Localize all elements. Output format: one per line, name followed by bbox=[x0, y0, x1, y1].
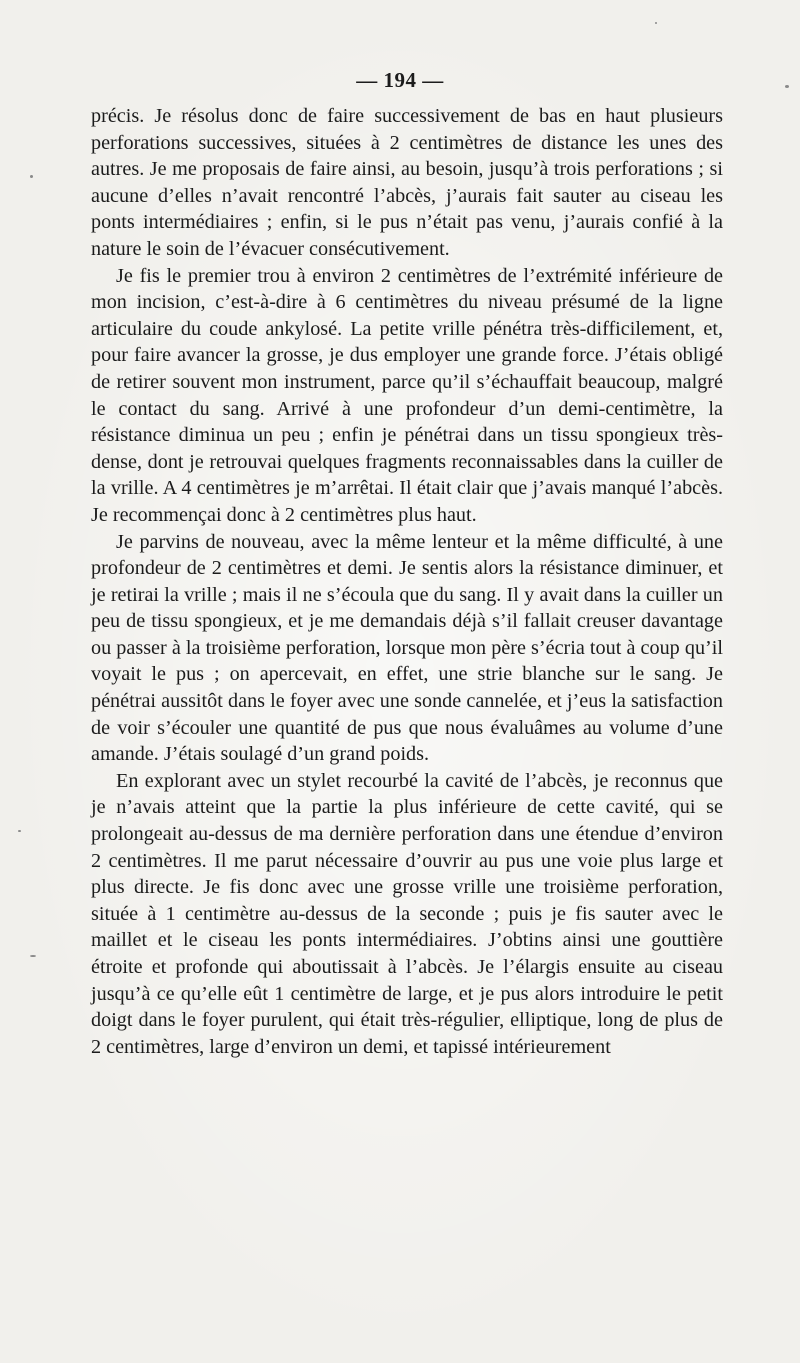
paragraph-2: Je fis le premier trou à environ 2 centimètres de l’extrémité inférieure de mon incision, c’est-à-dire à 6 centimètres du niveau présumé de la ligne articulaire du coude ankylosé. La petite vrille pénétra très-difficilement, et, pour faire avancer la grosse, je dus employer une grande force. J’étais obligé de retirer souvent mon instrument, parce qu’il s’échauffait beaucoup, malgré le contact du sang. Arrivé à une profondeur d’un demi-centimètre, la résistance diminua un peu ; enfin je pénétrai dans un tissu spongieux très-dense, dont je retrouvai quelques fragments reconnaissables dans la cuiller de la vrille. A 4 centimètres je m’arrêtai. Il était clair que j’avais manqué l’abcès. Je recommençai donc à 2 centimètres plus haut. bbox=[91, 264, 723, 526]
paragraph-3: Je parvins de nouveau, avec la même lenteur et la même difficulté, à une profondeur de 2 centimètres et demi. Je sentis alors la résistance diminuer, et je retirai la vrille ; mais il ne s’écoula que du sang. Il y avait dans la cuiller un peu de tissu spongieux, et je me demandais déjà s’il fallait creuser davantage ou passer à la troisième perforation, lorsque mon père s’écria tout à coup qu’il voyait le pus ; on apercevait, en effet, une strie blanche sur le sang. Je pénétrai aussitôt dans le foyer avec une sonde cannelée, et j’eus la satisfaction de voir s’écouler une quantité de pus que nous évaluâmes au volume d’une amande. J’étais soulagé d’un grand poids. bbox=[91, 530, 723, 766]
paper-speck bbox=[18, 830, 21, 832]
paragraph-4: En explorant avec un stylet recourbé la cavité de l’abcès, je reconnus que je n’avais atteint que la partie la plus inférieure de cette cavité, qui se prolongeait au-dessus de ma dernière perforation dans une étendue d’environ 2 centimètres. Il me parut nécessaire d’ouvrir au pus une voie plus large et plus directe. Je fis donc avec une grosse vrille une troisième perforation, située à 1 centimètre au-dessus de la seconde ; puis je fis sauter avec le maillet et le ciseau les ponts intermédiaires. J’obtins ainsi une gouttière étroite et profonde qui aboutissait à l’abcès. Je l’élargis ensuite au ciseau jusqu’à ce qu’elle eût 1 centimètre de large, et je pus alors introduire le petit doigt dans le foyer purulent, qui était très-régulier, elliptique, long de plus de 2 centimètres, large d’environ un demi, et tapissé intérieurement bbox=[91, 769, 723, 1058]
page-number: — 194 — bbox=[356, 68, 444, 92]
paper-speck bbox=[30, 955, 36, 957]
paragraph-1: précis. Je résolus donc de faire successivement de bas en haut plusieurs perforations successives, situées à 2 centimètres de distance les unes des autres. Je me proposais de faire ainsi, au besoin, jusqu’à trois perforations ; si aucune d’elles n’avait rencontré l’abcès, j’aurais fait sauter au ciseau les ponts intermédiaires ; enfin, si le pus n’était pas venu, j’aurais confié à la nature le soin de l’évacuer consécutivement. bbox=[91, 105, 723, 260]
paper-speck bbox=[655, 22, 657, 24]
paper-speck bbox=[30, 175, 33, 178]
paper-speck bbox=[785, 85, 789, 88]
body-text bbox=[91, 103, 723, 1060]
